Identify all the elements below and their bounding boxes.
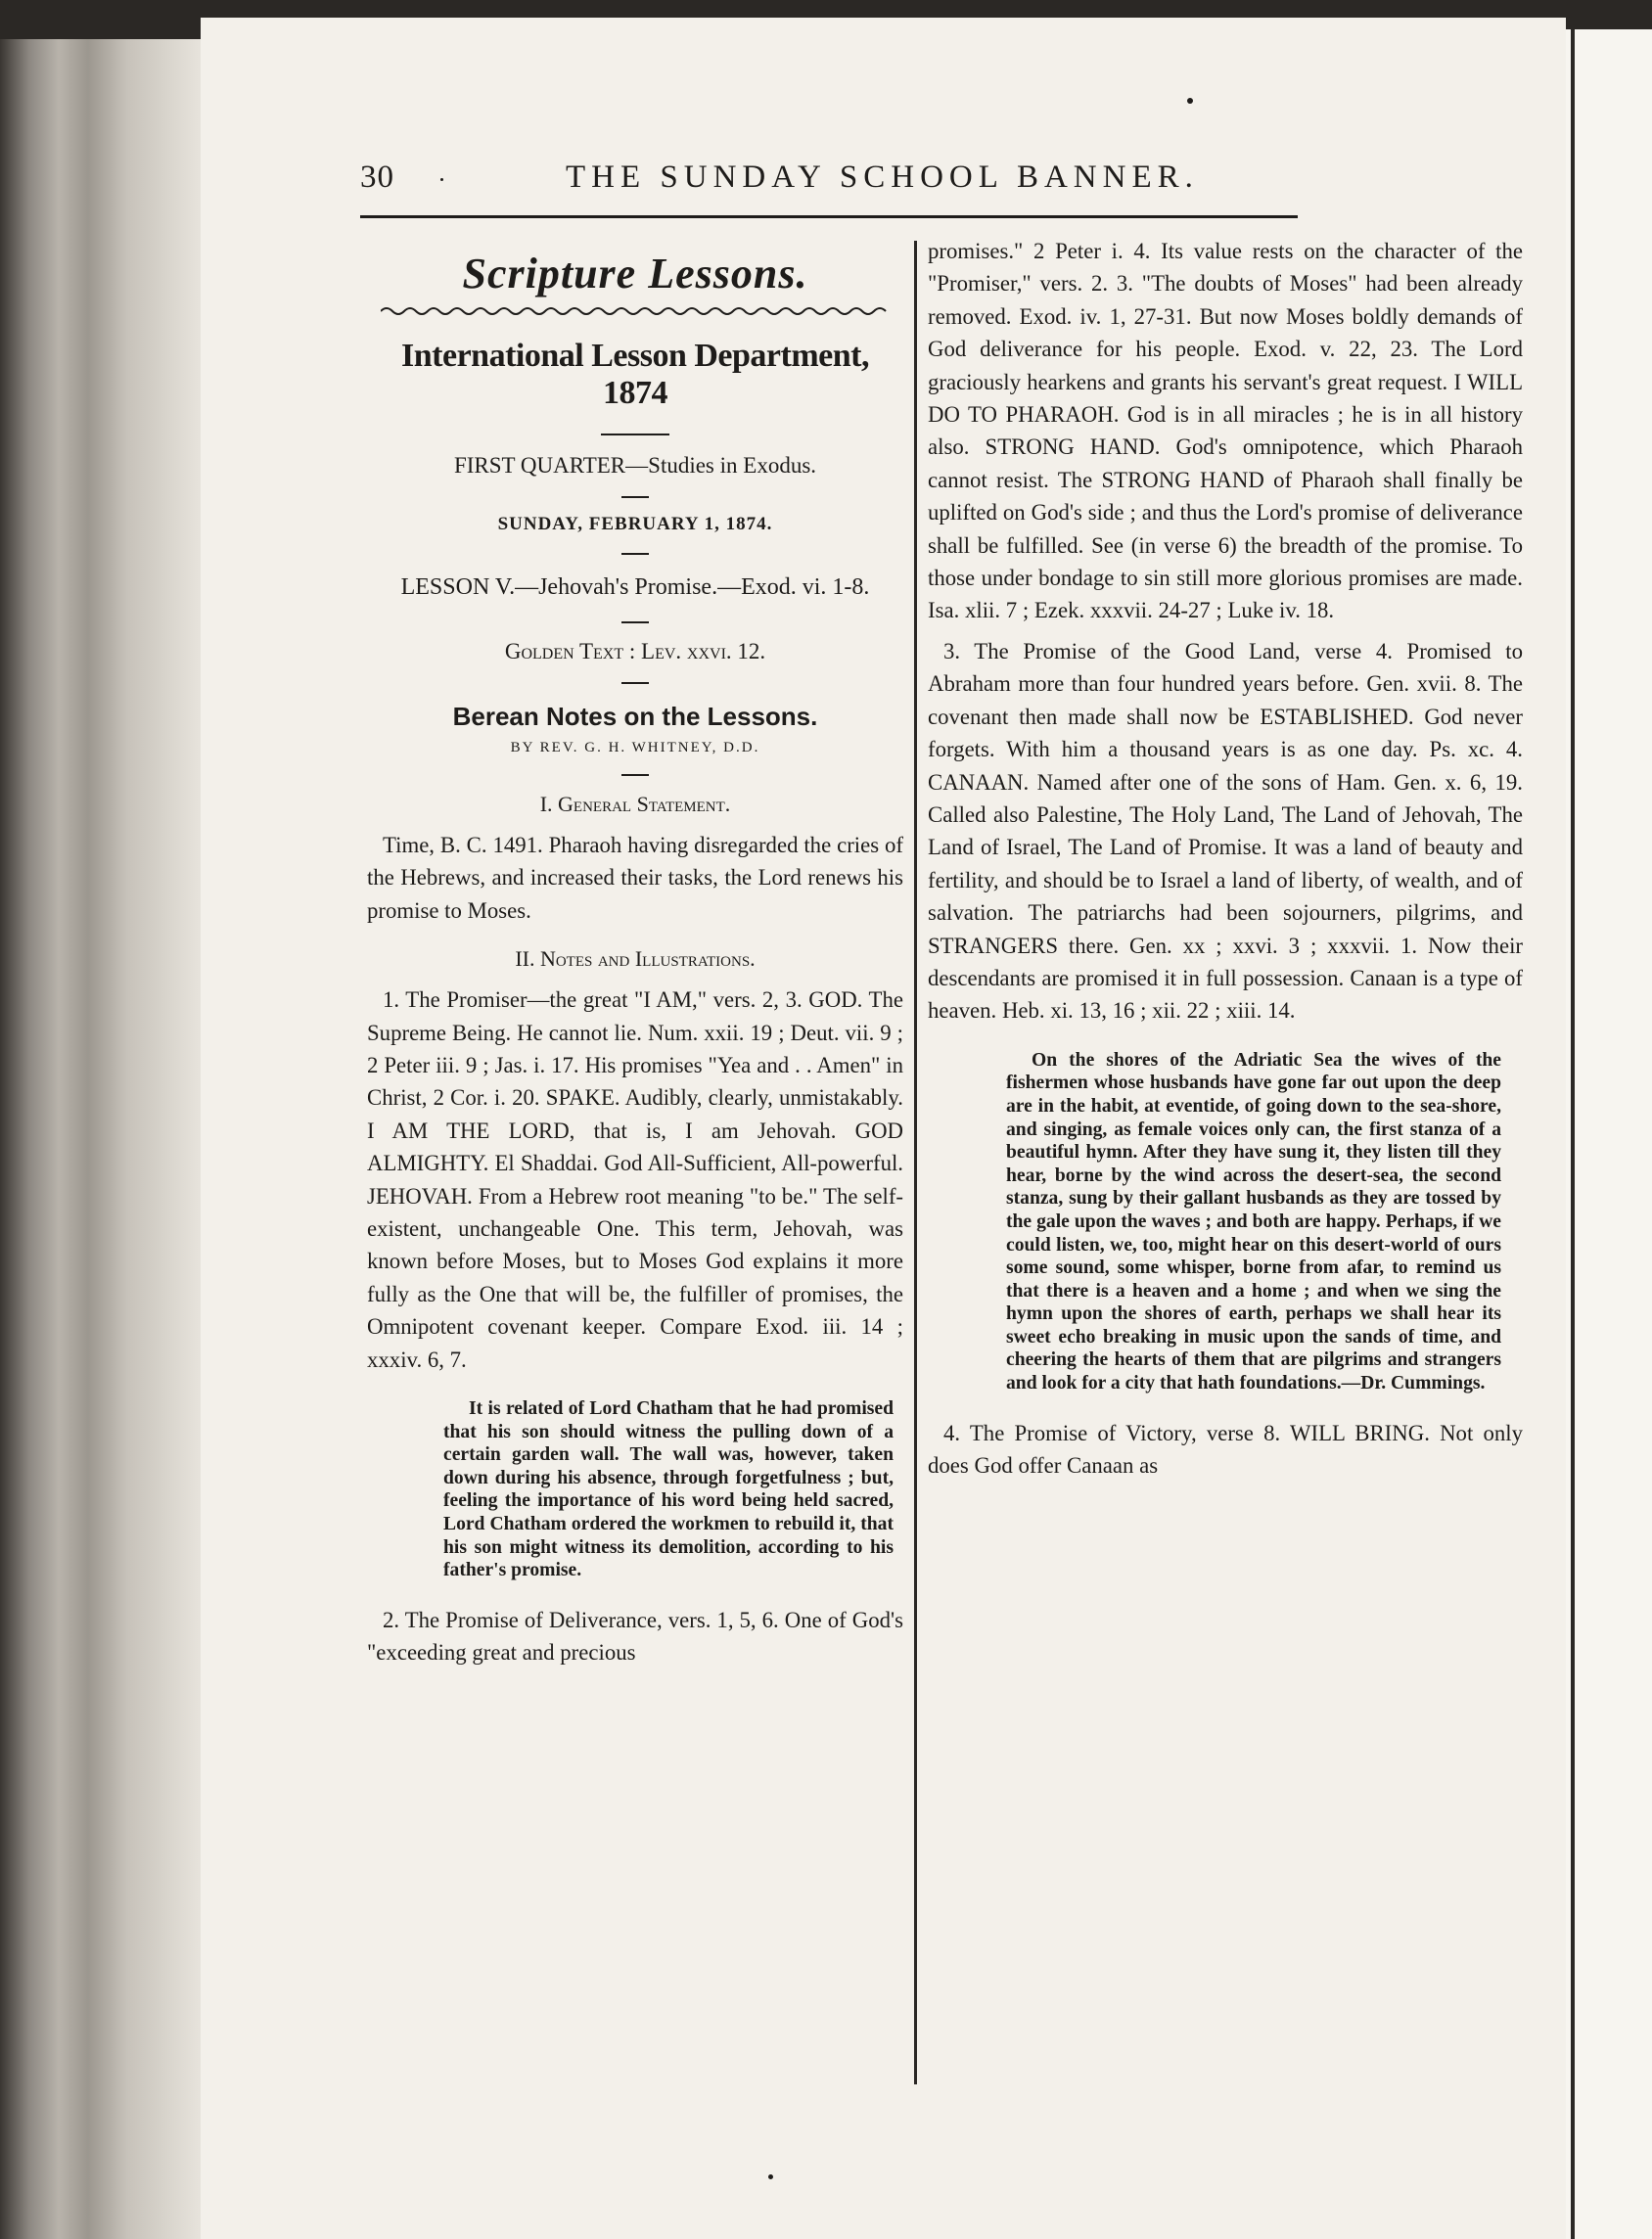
general-statement-text: Time, B. C. 1491. Pharaoh having disregarded the cries of the Hebrews, and increased their tasks, the Lord renews his promise to Moses.	[367, 833, 903, 923]
gutter-shadow	[1571, 29, 1575, 2239]
print-speck	[440, 178, 443, 181]
divider-rule	[621, 496, 649, 498]
general-statement-heading: I. General Statement.	[539, 792, 731, 816]
lesson-title: LESSON V.—Jehovah's Promise.—Exod. vi. 1-8.	[400, 574, 870, 600]
book-page-edges	[0, 39, 201, 2239]
note-2-text: 2. The Promise of Deliverance, vers. 1, 5, 6. One of God's "exceeding great and precious	[367, 1607, 903, 1666]
note-2-continued: promises." 2 Peter i. 4. Its value rests on the character of the "Promiser," vers. 2. 3. "The doubts of Moses" had been already removed. Exod. iv. 1, 27-31. But now Moses boldly demands of God deliverance for his people. Exod. v. 22, 23. The Lord graciously hearkens and grants his servant's great request. I WILL DO TO PHARAOH. God is in all miracles ; he is in all history also. STRONG HAND. God's omnipotence, which Pharaoh cannot resist. The STRONG HAND of Pharaoh shall finally be uplifted on God's side ; and thus the Lord's promise of deliverance shall be fulfilled. See (in verse 6) the breadth of the promise. To those under bondage to sin still more glorious promises are made. Isa. xlii. 7 ; Ezek. xxxvii. 24-27 ; Luke iv. 18.	[928, 239, 1523, 623]
notes-heading: II. Notes and Illustrations.	[515, 946, 756, 972]
note-4-text: 4. The Promise of Victory, verse 8. WILL BRING. Not only does God offer Canaan as	[928, 1420, 1523, 1479]
divider-rule	[621, 774, 649, 776]
print-speck	[768, 2174, 773, 2179]
right-column	[928, 235, 1523, 2084]
left-column	[367, 235, 903, 2084]
divider-rule	[621, 621, 649, 623]
header-rule	[360, 215, 1298, 218]
note-3-text: 3. The Promise of the Good Land, verse 4. Promised to Abraham more than four hundred years before. Gen. xvii. 8. The covenant then made shall now be ESTABLISHED. God never forgets. With him a thousand years is as one day. Ps. xc. 4. CANAAN. Named after one of the sons of Ham. Gen. x. 6, 19. Called also Palestine, The Holy Land, The Land of Jehovah, The Land of Israel, The Land of Promise. It was a land of beauty and fertility, and should be to Israel a land of liberty, of wealth, and of salvation. The patriarchs had been sojourners, pilgrims, and STRANGERS there. Gen. xx ; xxvi. 3 ; xxxvii. 1. Now their descendants are promised it in full possession. Canaan is a type of heaven. Heb. xi. 13, 16 ; xii. 22 ; xiii. 14.	[928, 638, 1523, 1024]
section-title: Scripture Lessons.	[462, 250, 808, 297]
author-byline: BY REV. G. H. WHITNEY, D.D.	[510, 740, 760, 755]
print-speck	[1187, 98, 1193, 104]
department-heading: International Lesson Department, 1874	[401, 338, 869, 411]
lesson-date: SUNDAY, FEBRUARY 1, 1874.	[497, 514, 773, 534]
running-title: THE SUNDAY SCHOOL BANNER.	[566, 160, 1199, 195]
golden-text: Golden Text : Lev. xxvi. 12.	[504, 639, 766, 663]
chatham-anecdote: It is related of Lord Chatham that he had promised that his son should witness the pulling down of a certain garden wall. The wall was, however, taken down during his absence, through forgetfulness ; but, feeling the importance of his word being held sacred, Lord Chatham ordered the workmen to rebuild it, that his son might witness its demolition, according to his father's promise.	[443, 1398, 894, 1581]
quarter-heading: FIRST QUARTER—Studies in Exodus.	[453, 453, 817, 478]
divider-rule	[621, 553, 649, 555]
column-divider	[914, 241, 917, 2084]
facing-page-edge	[1566, 29, 1652, 2239]
note-1-text: 1. The Promiser—the great "I AM," vers. 2, 3. GOD. The Supreme Being. He cannot lie. Num. xxii. 19 ; Deut. vii. 9 ; 2 Peter iii. 9 ; Jas. i. 17. His promises "Yea and . . Amen" in Christ, 2 Cor. i. 20. SPAKE. Audibly, clearly, unmistakably. I AM THE LORD, that is, I am Jehovah. GOD ALMIGHTY. El Shaddai. God All-Sufficient, All-powerful. JEHOVAH. From a Hebrew root meaning "to be." The self-existent, unchangeable One. This term, Jehovah, was known before Moses, but to Moses God explains it more fully as the One that will be, the fulfiller of promises, the Omnipotent covenant keeper. Compare Exod. iii. 14 ; xxxiv. 6, 7.	[367, 987, 903, 1372]
berean-heading: Berean Notes on the Lessons.	[452, 702, 818, 731]
divider-rule	[621, 682, 649, 684]
running-header	[360, 160, 1280, 203]
ornamental-rule	[381, 304, 890, 318]
divider-rule	[601, 434, 669, 435]
adriatic-anecdote: On the shores of the Adriatic Sea the wives of the fishermen whose husbands have gone far out upon the deep are in the habit, at eventide, of going down to the sea-shore, and singing, as female voices only can, the first stanza of a beautiful hymn. After they have sung it, they listen till they hear, borne by the wind across the desert-sea, the second stanza, sung by their gallant husbands as they are tossed by the gale upon the waves ; and both are happy. Perhaps, if we could listen, we, too, might hear on this desert-world of ours some sound, some whisper, borne from afar, to remind us that there is a heaven and a home ; and when we sing the hymn upon the shores of earth, perhaps we shall hear its sweet echo breaking in music upon the sands of time, and cheering the hearts of them that are pilgrims and strangers and look for a city that hath foundations.—Dr. Cummings.	[1006, 1049, 1501, 1394]
page-number: 30	[360, 160, 394, 195]
